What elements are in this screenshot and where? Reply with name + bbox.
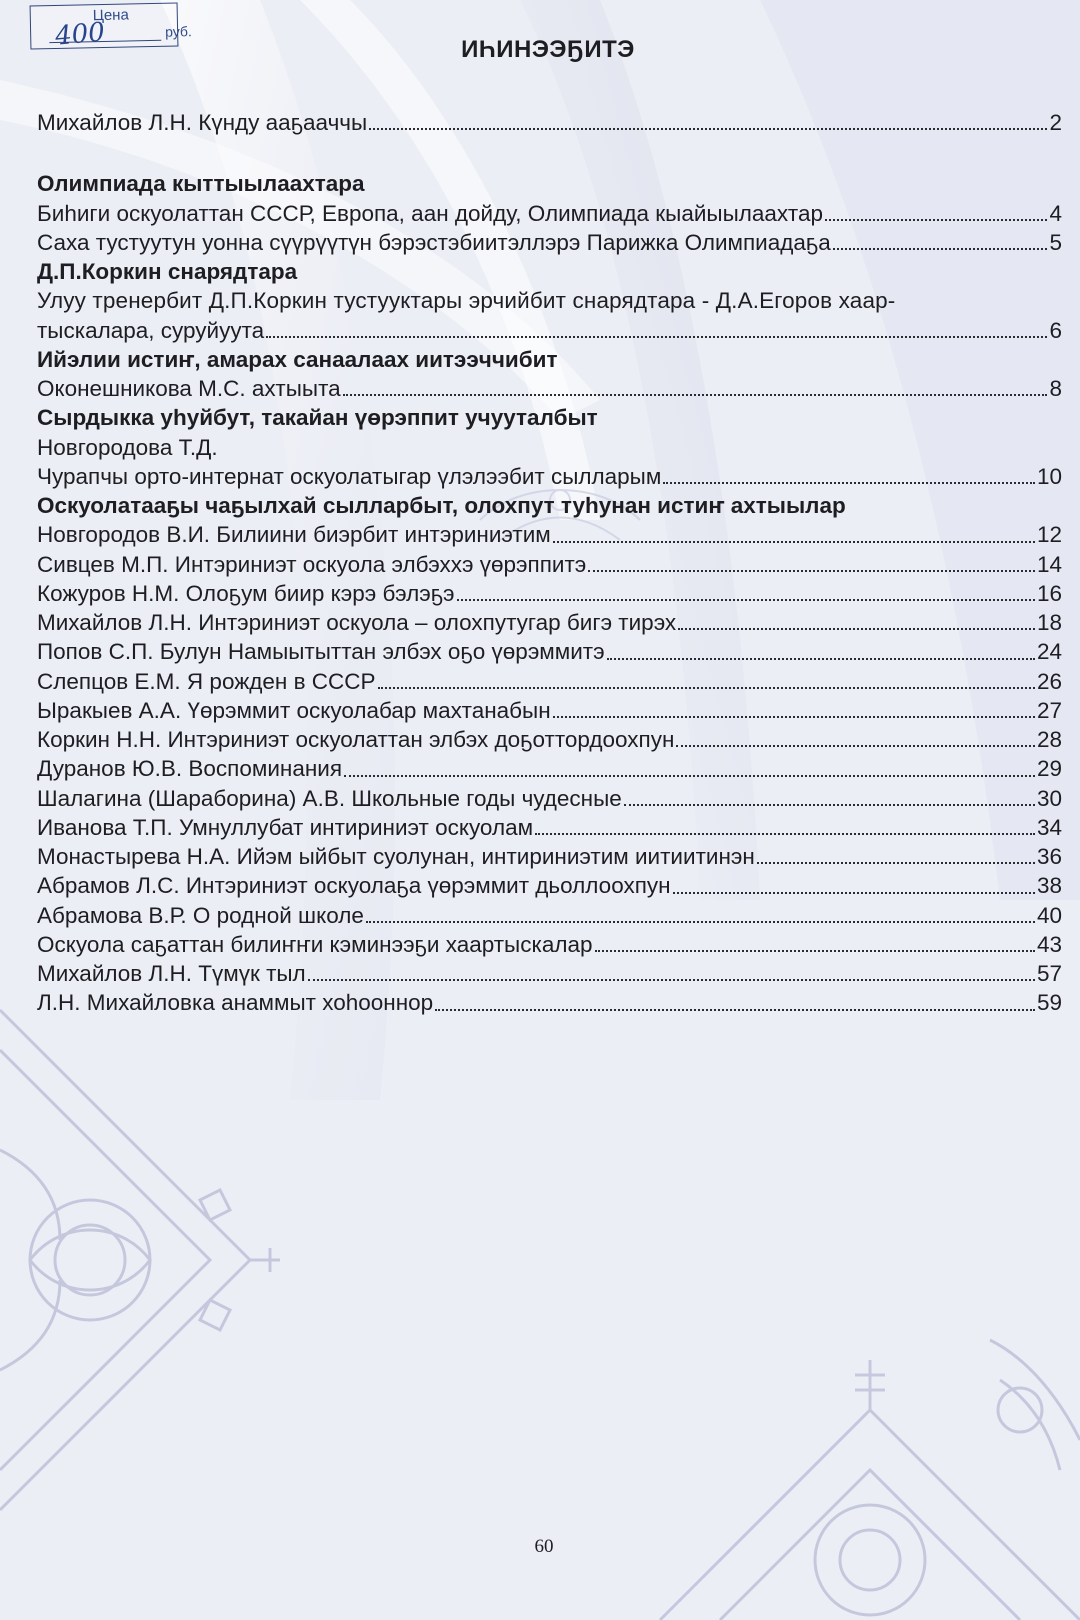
toc-entry-text: Саха тустуутун уонна сүүрүүтүн бэрэстэбиитэллэрэ Парижка Олимпиадаҕа bbox=[37, 229, 831, 255]
section-heading: Сырдыкка уһуйбут, такайан үөрэппит учууталбыт bbox=[37, 405, 598, 431]
dot-leader bbox=[343, 394, 1048, 396]
toc-entry[interactable] bbox=[37, 608, 1062, 637]
price-unit: руб. bbox=[164, 23, 192, 40]
toc-entry-text: Коркин Н.Н. Интэриниэт оскуолаттан элбэх доҕоттордоохпун bbox=[37, 727, 675, 752]
dot-leader bbox=[344, 775, 1035, 777]
dot-leader bbox=[369, 128, 1047, 130]
toc-entry-text: Л.Н. Михайловка анаммыт хоһооннор bbox=[37, 990, 434, 1016]
toc-page-number: 18 bbox=[1036, 610, 1062, 635]
page-title: ИҺИНЭЭҔИТЭ bbox=[461, 36, 635, 63]
toc-page-number: 29 bbox=[1036, 756, 1062, 782]
toc-entry[interactable] bbox=[37, 696, 1062, 725]
price-value: 400 bbox=[53, 17, 107, 52]
toc-entry[interactable] bbox=[37, 784, 1062, 813]
dot-leader bbox=[595, 950, 1035, 952]
dot-leader bbox=[308, 979, 1035, 981]
toc-page-number: 14 bbox=[1036, 551, 1062, 577]
toc-page-number: 5 bbox=[1049, 229, 1062, 255]
dot-leader bbox=[607, 658, 1035, 660]
toc-entry[interactable] bbox=[37, 871, 1062, 900]
page-number: 60 bbox=[534, 1536, 554, 1557]
toc-page-number: 16 bbox=[1036, 580, 1062, 606]
toc-entry[interactable] bbox=[37, 374, 1062, 403]
toc-entry[interactable] bbox=[37, 813, 1062, 842]
toc-entry-text: Биһиги оскуолаттан СССР, Европа, аан дойду, Олимпиада кыайыылаахтар bbox=[37, 200, 823, 226]
toc-entry-text: Новгородов В.И. Билиини биэрбит интэриниэтим bbox=[37, 522, 551, 548]
price-label: Цена bbox=[92, 6, 130, 25]
dot-leader bbox=[825, 219, 1048, 221]
toc-page-number: 6 bbox=[1049, 317, 1062, 343]
toc-entry-text: Чурапчы орто-интернат оскуолатыгар үлэлээбит сылларым bbox=[37, 463, 662, 489]
table-of-contents bbox=[37, 108, 1062, 1018]
section-entries bbox=[37, 520, 1062, 1017]
toc-page-number: 43 bbox=[1036, 931, 1062, 957]
toc-entry[interactable] bbox=[37, 667, 1062, 696]
dot-leader bbox=[624, 804, 1035, 806]
dot-leader bbox=[435, 1009, 1035, 1011]
dot-leader bbox=[663, 482, 1035, 484]
toc-page-number: 59 bbox=[1036, 990, 1062, 1016]
section-heading: Олимпиада кыттыылаахтара bbox=[37, 171, 365, 197]
toc-entry-text: Кожуров Н.М. Олоҕум биир кэрэ бэлэҕэ bbox=[37, 580, 455, 606]
dot-leader bbox=[378, 687, 1035, 689]
toc-entry[interactable] bbox=[37, 901, 1062, 930]
dot-leader bbox=[673, 892, 1035, 894]
toc-entry-line: Улуу тренербит Д.П.Коркин тустууктары эрчийбит снарядтара - Д.А.Егоров хаар- bbox=[37, 288, 896, 314]
toc-page-number: 28 bbox=[1036, 727, 1062, 752]
toc-entry[interactable] bbox=[37, 754, 1062, 783]
toc-entry-text: Шалагина (Шараборина) А.В. Школьные годы чудесные bbox=[37, 785, 622, 811]
section-heading: Д.П.Коркин снарядтара bbox=[37, 259, 298, 284]
toc-entry[interactable] bbox=[37, 579, 1062, 608]
toc-entry[interactable] bbox=[37, 725, 1062, 754]
toc-entry-text: Михайлов Л.Н. Күнду ааҕааччы bbox=[37, 110, 368, 135]
toc-entry-text: Монастырева Н.А. Ийэм ыйбыт суолунан, интириниэтим иитиитинэн bbox=[37, 844, 755, 869]
toc-entry-text: тыскалара, суруйуута bbox=[37, 317, 265, 343]
toc-entry-text: Попов С.П. Булун Намыытыттан элбэх оҕо үөрэммитэ bbox=[37, 639, 605, 665]
toc-page-number: 2 bbox=[1049, 110, 1062, 135]
toc-entry[interactable] bbox=[37, 988, 1062, 1017]
toc-entry-text: Сивцев М.П. Интэриниэт оскуола элбэххэ үөрэппитэ bbox=[37, 551, 587, 577]
toc-entry-text: Абрамова В.Р. О родной школе bbox=[37, 902, 364, 928]
dot-leader bbox=[553, 716, 1035, 718]
dot-leader bbox=[588, 570, 1035, 572]
toc-page-number: 38 bbox=[1036, 873, 1062, 899]
toc-page-number: 4 bbox=[1049, 200, 1062, 226]
toc-page-number: 12 bbox=[1036, 522, 1062, 548]
toc-page-number: 8 bbox=[1049, 376, 1062, 401]
dot-leader bbox=[833, 248, 1048, 250]
dot-leader bbox=[266, 336, 1047, 338]
toc-entry[interactable] bbox=[37, 108, 1062, 137]
toc-page-number: 34 bbox=[1036, 814, 1062, 840]
toc-entry-text: Абрамов Л.С. Интэриниэт оскуолаҕа үөрэммит дьоллоохпун bbox=[37, 873, 671, 899]
dot-leader bbox=[678, 628, 1035, 630]
toc-author: Новгородова Т.Д. bbox=[37, 434, 218, 460]
dot-leader bbox=[676, 745, 1035, 747]
toc-entry[interactable] bbox=[37, 930, 1062, 959]
toc-entry[interactable] bbox=[37, 959, 1062, 988]
toc-entry-text: Ыракыев А.А. Үөрэммит оскуолабар махтанабын bbox=[37, 697, 551, 723]
dot-leader bbox=[535, 833, 1035, 835]
dot-leader bbox=[457, 599, 1035, 601]
toc-entry[interactable] bbox=[37, 462, 1062, 491]
section-heading: Оскуолатааҕы чаҕылхай сылларбыт, олохпут туһунан истиҥ ахтыылар bbox=[37, 493, 846, 518]
toc-page-number: 26 bbox=[1036, 668, 1062, 694]
toc-entry[interactable] bbox=[37, 550, 1062, 579]
toc-page-number: 36 bbox=[1036, 844, 1062, 869]
toc-entry-text: Михайлов Л.Н. Түмүк тыл bbox=[37, 961, 306, 986]
toc-entry[interactable] bbox=[37, 228, 1062, 257]
toc-page-number: 27 bbox=[1036, 697, 1062, 723]
toc-page-number: 40 bbox=[1036, 902, 1062, 928]
toc-entry-text: Слепцов Е.М. Я рожден в СССР bbox=[37, 668, 376, 694]
toc-entry-text: Оконешникова М.С. ахтыыта bbox=[37, 376, 341, 401]
toc-entry[interactable] bbox=[37, 842, 1062, 871]
toc-entry-text: Михайлов Л.Н. Интэриниэт оскуола – олохпутугар бигэ тирэх bbox=[37, 610, 677, 635]
toc-page-number: 57 bbox=[1036, 961, 1062, 986]
toc-page-number: 24 bbox=[1036, 639, 1062, 665]
toc-page-number: 30 bbox=[1036, 785, 1062, 811]
toc-entry[interactable] bbox=[37, 520, 1062, 549]
dot-leader bbox=[757, 862, 1035, 864]
toc-entry-text: Оскуола саҕаттан билиҥҥи кэминээҕи хаартыскалар bbox=[37, 931, 593, 957]
spacer bbox=[37, 137, 1062, 169]
dot-leader bbox=[366, 921, 1035, 923]
section-heading: Ийэлии истиҥ, амарах санаалаах иитээччибит bbox=[37, 346, 558, 372]
toc-entry[interactable] bbox=[37, 199, 1062, 228]
toc-entry-text: Дуранов Ю.В. Воспоминания bbox=[37, 756, 343, 782]
toc-entry-text: Иванова Т.П. Умнуллубат интириниэт оскуолам bbox=[37, 814, 534, 840]
toc-page-number: 10 bbox=[1036, 463, 1062, 489]
toc-entry[interactable] bbox=[37, 316, 1062, 345]
toc-entry[interactable] bbox=[37, 637, 1062, 666]
dot-leader bbox=[553, 541, 1035, 543]
